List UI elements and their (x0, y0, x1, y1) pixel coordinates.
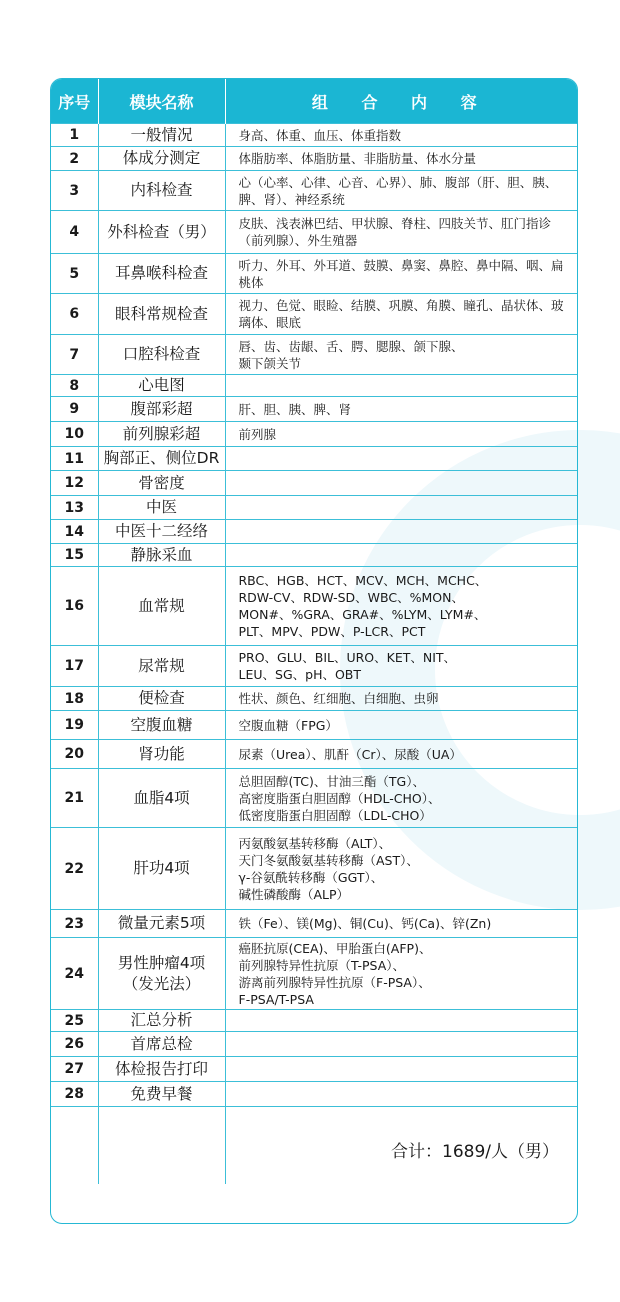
module-content: 听力、外耳、外耳道、鼓膜、鼻窦、鼻腔、鼻中隔、咽、扁桃体 (225, 254, 577, 294)
table-row (51, 567, 577, 646)
table-row (51, 910, 577, 938)
module-name: 免费早餐 (98, 1082, 225, 1107)
table-row (51, 740, 577, 769)
module-content (225, 447, 577, 471)
table-row (51, 335, 577, 375)
total-row (51, 1107, 577, 1184)
table-row (51, 124, 577, 147)
row-number: 20 (51, 740, 98, 769)
row-number: 3 (51, 171, 98, 211)
table-row (51, 496, 577, 520)
row-number: 5 (51, 254, 98, 294)
module-content: 性状、颜色、红细胞、白细胞、虫卵 (225, 687, 577, 711)
table-row (51, 828, 577, 910)
table-row (51, 375, 577, 397)
row-number: 2 (51, 147, 98, 171)
row-number: 1 (51, 124, 98, 147)
row-number: 28 (51, 1082, 98, 1107)
table-row (51, 1057, 577, 1082)
row-number: 15 (51, 544, 98, 567)
header-no: 序号 (51, 79, 98, 124)
module-content: 心（心率、心律、心音、心界）、肺、腹部（肝、胆、胰、脾、肾）、神经系统 (225, 171, 577, 211)
row-number: 21 (51, 769, 98, 828)
module-name: 前列腺彩超 (98, 422, 225, 447)
module-name: 首席总检 (98, 1032, 225, 1057)
row-number: 10 (51, 422, 98, 447)
table-row (51, 687, 577, 711)
table-body (51, 124, 577, 1184)
module-name: 血常规 (98, 567, 225, 646)
table-row (51, 1082, 577, 1107)
row-number: 9 (51, 397, 98, 422)
total-empty-cell (51, 1107, 98, 1184)
row-number: 13 (51, 496, 98, 520)
row-number: 22 (51, 828, 98, 910)
module-name: 心电图 (98, 375, 225, 397)
header-name: 模块名称 (98, 79, 225, 124)
module-name: 眼科常规检查 (98, 294, 225, 335)
module-name: 外科检查（男） (98, 211, 225, 254)
row-number: 11 (51, 447, 98, 471)
row-number: 16 (51, 567, 98, 646)
module-name: 一般情况 (98, 124, 225, 147)
module-name: 耳鼻喉科检查 (98, 254, 225, 294)
table-row (51, 211, 577, 254)
module-name: 中医 (98, 496, 225, 520)
module-content: PRO、GLU、BIL、URO、KET、NIT、 LEU、SG、pH、OBT (225, 646, 577, 687)
total-price: 合计：1689/人（男） (225, 1107, 577, 1184)
module-content (225, 1010, 577, 1032)
table-row (51, 769, 577, 828)
module-name: 胸部正、侧位DR (98, 447, 225, 471)
table-row (51, 520, 577, 544)
module-content (225, 520, 577, 544)
table-row (51, 544, 577, 567)
table-row (51, 938, 577, 1010)
row-number: 19 (51, 711, 98, 740)
row-number: 25 (51, 1010, 98, 1032)
module-name: 中医十二经络 (98, 520, 225, 544)
module-content (225, 1057, 577, 1082)
table-row (51, 171, 577, 211)
table-row (51, 294, 577, 335)
module-content: 尿素（Urea）、肌酐（Cr）、尿酸（UA） (225, 740, 577, 769)
module-content (225, 544, 577, 567)
module-name: 汇总分析 (98, 1010, 225, 1032)
module-name: 静脉采血 (98, 544, 225, 567)
module-content: RBC、HGB、HCT、MCV、MCH、MCHC、 RDW-CV、RDW-SD、WBC、%MON、 MON#、%GRA、GRA#、%LYM、LYM#、 PLT、MPV、PDW、P-LCR、PCT (225, 567, 577, 646)
header-content: 组 合 内 容 (225, 79, 577, 124)
module-name: 口腔科检查 (98, 335, 225, 375)
table-row (51, 254, 577, 294)
module-content (225, 1032, 577, 1057)
module-name: 体成分测定 (98, 147, 225, 171)
table-row (51, 447, 577, 471)
module-name: 便检查 (98, 687, 225, 711)
module-content: 肝、胆、胰、脾、肾 (225, 397, 577, 422)
module-content (225, 375, 577, 397)
module-name: 空腹血糖 (98, 711, 225, 740)
module-name: 腹部彩超 (98, 397, 225, 422)
module-name: 骨密度 (98, 471, 225, 496)
module-content: 视力、色觉、眼睑、结膜、巩膜、角膜、瞳孔、晶状体、玻璃体、眼底 (225, 294, 577, 335)
module-content: 体脂肪率、体脂肪量、非脂肪量、体水分量 (225, 147, 577, 171)
module-name: 男性肿瘤4项 （发光法） (98, 938, 225, 1010)
row-number: 4 (51, 211, 98, 254)
package-table (51, 79, 577, 1184)
module-name: 血脂4项 (98, 769, 225, 828)
table-row (51, 422, 577, 447)
module-name: 肾功能 (98, 740, 225, 769)
table-row (51, 1032, 577, 1057)
module-content: 总胆固醇(TC)、甘油三酯（TG）、 高密度脂蛋白胆固醇（HDL-CHO）、 低密度脂蛋白胆固醇（LDL-CHO） (225, 769, 577, 828)
module-content: 空腹血糖（FPG） (225, 711, 577, 740)
table-row (51, 1010, 577, 1032)
module-name: 尿常规 (98, 646, 225, 687)
row-number: 24 (51, 938, 98, 1010)
module-content: 癌胚抗原(CEA)、甲胎蛋白(AFP)、 前列腺特异性抗原（T-PSA）、 游离前列腺特异性抗原（F-PSA）、 F-PSA/T-PSA (225, 938, 577, 1010)
row-number: 12 (51, 471, 98, 496)
module-content: 皮肤、浅表淋巴结、甲状腺、脊柱、四肢关节、肛门指诊（前列腺）、外生殖器 (225, 211, 577, 254)
module-name: 体检报告打印 (98, 1057, 225, 1082)
row-number: 27 (51, 1057, 98, 1082)
table-row (51, 711, 577, 740)
module-content: 身高、体重、血压、体重指数 (225, 124, 577, 147)
table-row (51, 471, 577, 496)
table-row (51, 147, 577, 171)
module-content: 唇、齿、齿龈、舌、腭、腮腺、颌下腺、 颞下颌关节 (225, 335, 577, 375)
row-number: 8 (51, 375, 98, 397)
row-number: 18 (51, 687, 98, 711)
row-number: 7 (51, 335, 98, 375)
module-content (225, 1082, 577, 1107)
package-table-frame (50, 78, 578, 1224)
module-name: 肝功4项 (98, 828, 225, 910)
module-name: 微量元素5项 (98, 910, 225, 938)
row-number: 23 (51, 910, 98, 938)
module-content: 铁（Fe）、镁(Mg)、铜(Cu)、钙(Ca)、锌(Zn) (225, 910, 577, 938)
total-empty-cell (98, 1107, 225, 1184)
module-content: 丙氨酸氨基转移酶（ALT）、 天门冬氨酸氨基转移酶（AST）、 γ-谷氨酰转移酶（GGT）、 碱性磷酸酶（ALP） (225, 828, 577, 910)
row-number: 6 (51, 294, 98, 335)
module-content: 前列腺 (225, 422, 577, 447)
row-number: 17 (51, 646, 98, 687)
module-content (225, 471, 577, 496)
table-header-row (51, 79, 577, 124)
row-number: 26 (51, 1032, 98, 1057)
table-row (51, 646, 577, 687)
row-number: 14 (51, 520, 98, 544)
module-content (225, 496, 577, 520)
module-name: 内科检查 (98, 171, 225, 211)
table-row (51, 397, 577, 422)
